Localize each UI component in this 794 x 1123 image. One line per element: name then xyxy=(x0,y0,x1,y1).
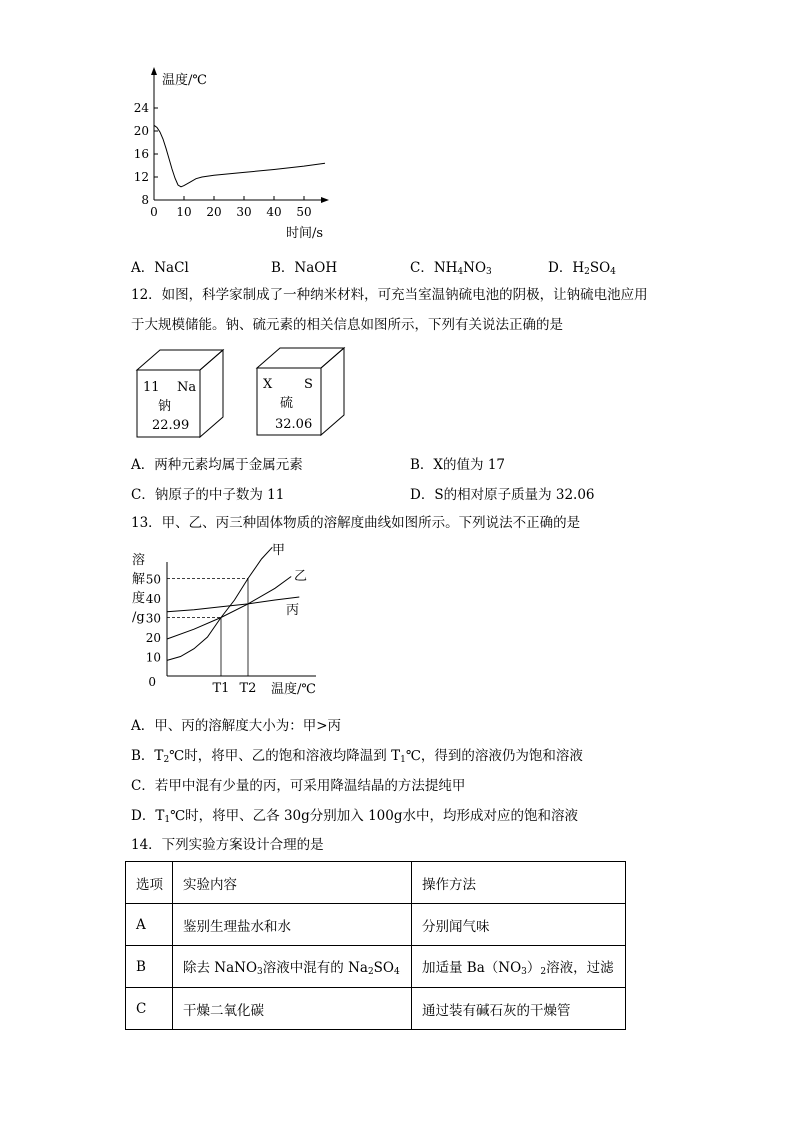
q12-option-c: C．钠原子的中子数为 11 xyxy=(131,487,285,503)
q11-temperature-chart xyxy=(130,62,340,242)
row-a-content: 鉴别生理盐水和水 xyxy=(173,904,412,946)
q11-y-tick-label: 16 xyxy=(133,147,149,161)
q12-option-a: A．两种元素均属于金属元素 xyxy=(131,457,303,473)
q11-y-tick-label: 20 xyxy=(133,124,149,138)
q11-option-c: C．$NH_4NO_3$ xyxy=(410,260,492,277)
table-row xyxy=(126,946,626,988)
table-row xyxy=(126,904,626,946)
q13-solubility-chart xyxy=(126,540,336,700)
na-symbol: Na xyxy=(177,380,197,395)
table-row xyxy=(126,988,626,1030)
header-option: 选项 xyxy=(126,862,173,904)
q13-y-tick-label: 30 xyxy=(145,611,161,626)
q11-temperature-line xyxy=(154,125,325,187)
row-b-content: 除去 NaNO$_3$溶液中混有的 $Na_2SO_4$ xyxy=(173,946,412,988)
q11-x-tick-label: 0 xyxy=(150,205,158,219)
row-c-content: 干燥二氧化碳 xyxy=(173,988,412,1030)
row-a-method: 分别闻气味 xyxy=(412,904,626,946)
q11-option-d: D．$H_2SO_4$ xyxy=(548,260,616,277)
q13-option-c: C．若甲中混有少量的丙，可采用降温结晶的方法提纯甲 xyxy=(131,778,466,794)
q12-element-boxes xyxy=(130,345,360,445)
q13-option-d: D．$T_1℃$时，将甲、乙各 30g分别加入 100g水中，均形成对应的饱和溶液 xyxy=(131,808,578,825)
q11-option-a: A．NaCl xyxy=(131,260,189,276)
row-b-method: 加适量 $Ba(NO_3)_2$溶液，过滤 xyxy=(412,946,626,988)
curve-jia-label: 甲 xyxy=(272,543,286,558)
q13-option-a: A．甲、丙的溶解度大小为：甲>丙 xyxy=(131,718,342,734)
q13-y-tick-label: 0 xyxy=(148,675,156,689)
row-b-option: B xyxy=(126,946,173,988)
q13-y-tick-label: 40 xyxy=(145,592,161,606)
q11-x-axis-arrow xyxy=(321,197,329,203)
curve-bing xyxy=(167,597,299,612)
q13-x-tick-label: T2 xyxy=(239,681,257,696)
curve-yi-label: 乙 xyxy=(294,569,308,584)
q12-stem-line2: 于大规模储能。钠、硫元素的相关信息如图所示，下列有关说法正确的是 xyxy=(131,317,563,333)
q11-y-tick-label: 24 xyxy=(133,101,149,115)
q11-x-tick-label: 20 xyxy=(206,205,222,219)
q14-table xyxy=(125,861,626,1030)
curve-jia xyxy=(167,547,272,660)
q13-y-tick-label: 10 xyxy=(145,650,161,665)
header-content: 实验内容 xyxy=(173,862,412,904)
table-header-row xyxy=(126,862,626,904)
na-mass: 22.99 xyxy=(152,418,190,433)
q14-stem: 14．下列实验方案设计合理的是 xyxy=(131,837,324,853)
element-box-s xyxy=(257,348,344,435)
na-atomic-number: 11 xyxy=(143,380,160,395)
q11-x-tick-label: 40 xyxy=(266,205,282,219)
q13-y-label-char: 溶 xyxy=(132,553,146,568)
q12-stem-line1: 12．如图，科学家制成了一种纳米材料，可充当室温钠硫电池的阴极，让钠硫电池应用 xyxy=(131,287,648,303)
na-name: 钠 xyxy=(158,399,172,414)
s-mass: 32.06 xyxy=(275,417,313,432)
s-symbol: S xyxy=(304,377,313,392)
q11-y-tick-label: 12 xyxy=(133,170,149,184)
element-box-na xyxy=(137,350,223,437)
q13-stem: 13．甲、乙、丙三种固体物质的溶解度曲线如图所示。下列说法不正确的是 xyxy=(131,515,581,531)
row-c-option: C xyxy=(126,988,173,1030)
q13-x-tick-label: T1 xyxy=(212,681,230,696)
row-c-method: 通过装有碱石灰的干燥管 xyxy=(412,988,626,1030)
q11-option-b: B．NaOH xyxy=(271,260,338,276)
q11-y-axis-arrow xyxy=(151,67,157,75)
q12-option-d: D．S的相对原子质量为 32.06 xyxy=(410,487,595,503)
q13-y-label-char: /g xyxy=(132,610,145,625)
curve-bing-label: 丙 xyxy=(286,603,300,618)
header-method: 操作方法 xyxy=(412,862,626,904)
s-atomic-number: X xyxy=(263,377,273,392)
q12-option-b: B．X的值为 17 xyxy=(410,457,506,473)
q11-y-label: 温度/℃ xyxy=(162,73,207,88)
q11-x-label: 时间/s xyxy=(286,226,324,241)
q13-y-label-char: 度 xyxy=(132,591,146,606)
q11-x-tick-label: 10 xyxy=(176,205,192,219)
s-name: 硫 xyxy=(280,396,294,411)
q11-x-tick-label: 50 xyxy=(296,205,312,219)
q11-y-tick-label: 8 xyxy=(141,193,149,207)
q13-y-tick-label: 50 xyxy=(145,572,161,587)
q13-x-label: 温度/℃ xyxy=(271,682,316,697)
q13-y-tick-label: 20 xyxy=(145,631,161,645)
q13-y-label-char: 解 xyxy=(132,572,146,587)
row-a-option: A xyxy=(126,904,173,946)
q11-x-tick-label: 30 xyxy=(236,205,252,219)
q13-option-b: B．$T_2℃$时，将甲、乙的饱和溶液均降温到 $T_1℃$，得到的溶液仍为饱和溶液 xyxy=(131,748,583,765)
